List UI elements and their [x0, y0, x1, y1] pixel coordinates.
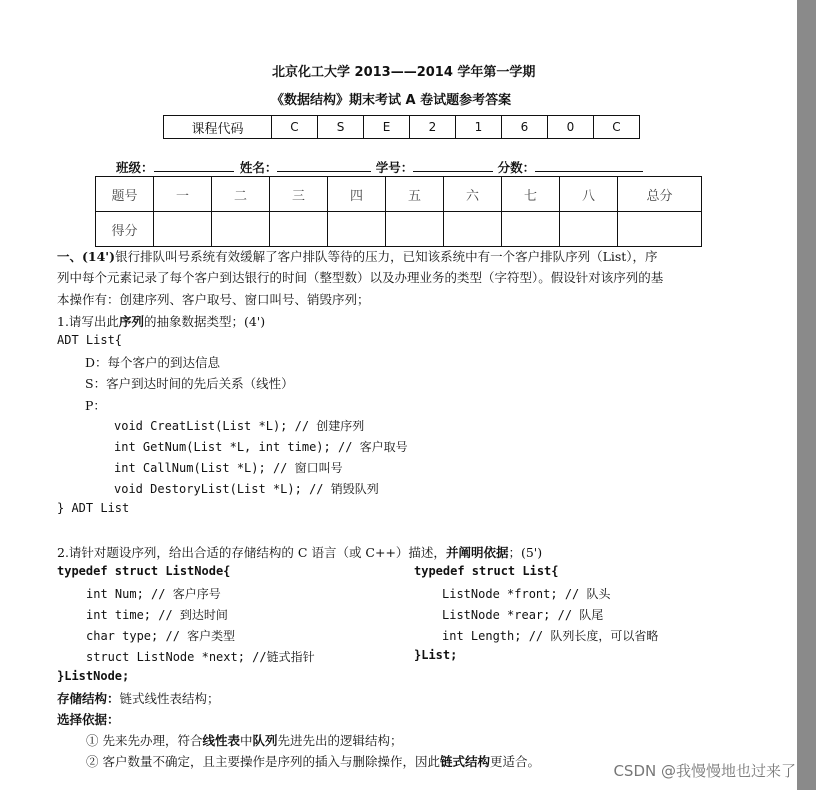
- student-id-blank: [413, 159, 493, 172]
- score-header-cell: 六: [444, 177, 502, 212]
- subquestion2-text-end: ；(5'): [508, 545, 543, 560]
- score-header-cell: 题号: [96, 177, 154, 212]
- score-cell: [502, 212, 560, 247]
- course-code-char: C: [272, 116, 318, 139]
- adt-end: } ADT List: [57, 501, 130, 515]
- course-code-char: 1: [456, 116, 502, 139]
- score-cell: [444, 212, 502, 247]
- score-header-cell: 总分: [618, 177, 702, 212]
- basis-text: 中: [240, 733, 253, 748]
- question1-prefix: 一、(14'): [57, 249, 116, 264]
- score-row-label: 得分: [96, 212, 154, 247]
- storage-structure: [57, 689, 220, 707]
- student-id-label: 学号：: [375, 160, 414, 175]
- score-header-cell: 五: [386, 177, 444, 212]
- score-header-cell: 八: [560, 177, 618, 212]
- code-list-end: }List;: [414, 648, 458, 662]
- basis-item-2: [86, 752, 540, 770]
- course-code-char: 2: [410, 116, 456, 139]
- adt-operation: int CallNum(List *L); // 窗口叫号: [114, 461, 343, 475]
- course-code-label: 课程代码: [164, 116, 272, 139]
- code-line: int Num; // 客户序号: [86, 587, 221, 601]
- score-header-cell: 三: [270, 177, 328, 212]
- adt-operation: void DestoryList(List *L); // 销毁队列: [114, 482, 379, 496]
- vertical-scrollbar[interactable]: [797, 0, 816, 790]
- code-list-start: typedef struct List{: [414, 564, 559, 578]
- basis-emphasis: 线性表: [202, 733, 240, 748]
- basis-text: 先进先出的逻辑结构；: [277, 733, 403, 748]
- score-header-cell: 二: [212, 177, 270, 212]
- score-cell: [154, 212, 212, 247]
- question1-intro-text: 银行排队叫号系统有效缓解了客户排队等待的压力，已知该系统中有一个客户排队序列（List），序: [115, 249, 658, 264]
- score-cell: [270, 212, 328, 247]
- storage-value: 链式线性表结构；: [119, 691, 220, 706]
- course-code-char: C: [594, 116, 640, 139]
- subquestion2-text: 2.请针对题设序列，给出合适的存储结构的 C 语言（或 C++）描述，: [57, 545, 446, 560]
- score-cell: [386, 212, 444, 247]
- score-cell: [560, 212, 618, 247]
- course-code-char: S: [318, 116, 364, 139]
- question1-intro-line1: [57, 247, 658, 265]
- score-table-score-row: [96, 212, 702, 247]
- subquestion1-text: 1.请写出此: [57, 314, 119, 329]
- course-code-char: E: [364, 116, 410, 139]
- university-title: 北京化工大学 2013——2014 学年第一学期: [272, 65, 536, 80]
- name-label: 姓名：: [239, 160, 278, 175]
- class-blank: [154, 159, 234, 172]
- code-line: ListNode *front; // 队头: [442, 587, 611, 601]
- basis-emphasis: 链式结构: [439, 754, 490, 769]
- question1-intro-line2: 列中每个元素记录了每个客户到达银行的时间（整型数）以及办理业务的类型（字符型）。假设针对该序列的基: [57, 270, 664, 285]
- code-line: struct ListNode *next; //链式指针: [86, 650, 315, 664]
- basis-text: ② 客户数量不确定，且主要操作是序列的插入与删除操作，因此: [86, 754, 440, 769]
- score-cell: [618, 212, 702, 247]
- basis-emphasis: 队列: [252, 733, 278, 748]
- score-label: 分数：: [497, 160, 536, 175]
- csdn-watermark: CSDN @我慢慢地也过来了: [613, 762, 796, 780]
- subquestion1: [57, 312, 265, 330]
- score-blank: [535, 159, 643, 172]
- code-listnode-start: typedef struct ListNode{: [57, 564, 231, 578]
- code-line: int time; // 到达时间: [86, 608, 228, 622]
- question1-intro-line3: 本操作有：创建序列、客户取号、窗口叫号、销毁序列；: [57, 292, 370, 307]
- score-cell: [212, 212, 270, 247]
- student-info-row: [116, 158, 643, 176]
- adt-start: ADT List{: [57, 333, 123, 347]
- course-code-char: 0: [548, 116, 594, 139]
- code-line: char type; // 客户类型: [86, 629, 236, 643]
- storage-label: 存储结构：: [57, 691, 120, 706]
- adt-operations-label: P：: [85, 398, 106, 413]
- basis-item-1: [86, 731, 403, 749]
- subquestion1-emphasis: 序列: [118, 314, 144, 329]
- score-header-cell: 四: [328, 177, 386, 212]
- code-listnode-end: }ListNode;: [57, 669, 130, 683]
- score-cell: [328, 212, 386, 247]
- adt-operation: void CreatList(List *L); // 创建序列: [114, 419, 365, 433]
- subquestion2-emphasis: 并阐明依据: [445, 545, 509, 560]
- score-header-cell: 一: [154, 177, 212, 212]
- adt-structure: S：客户到达时间的先后关系（线性）: [85, 376, 294, 391]
- basis-label: 选择依据：: [57, 712, 120, 727]
- subquestion2: [57, 543, 542, 561]
- subquestion1-text-end: 的抽象数据类型；(4'): [143, 314, 266, 329]
- class-label: 班级：: [116, 160, 154, 175]
- course-code-char: 6: [502, 116, 548, 139]
- score-table: [95, 176, 702, 247]
- adt-data: D：每个客户的到达信息: [85, 355, 221, 370]
- code-line: int Length; // 队列长度，可以省略: [442, 629, 659, 643]
- score-table-header-row: [96, 177, 702, 212]
- course-code-table: [163, 115, 640, 139]
- adt-operation: int GetNum(List *L, int time); // 客户取号: [114, 440, 408, 454]
- code-line: ListNode *rear; // 队尾: [442, 608, 604, 622]
- score-header-cell: 七: [502, 177, 560, 212]
- basis-text: ① 先来先办理，符合: [86, 733, 203, 748]
- basis-text: 更适合。: [490, 754, 541, 769]
- name-blank: [277, 159, 371, 172]
- exam-title: 《数据结构》期末考试 A 卷试题参考答案: [271, 93, 512, 108]
